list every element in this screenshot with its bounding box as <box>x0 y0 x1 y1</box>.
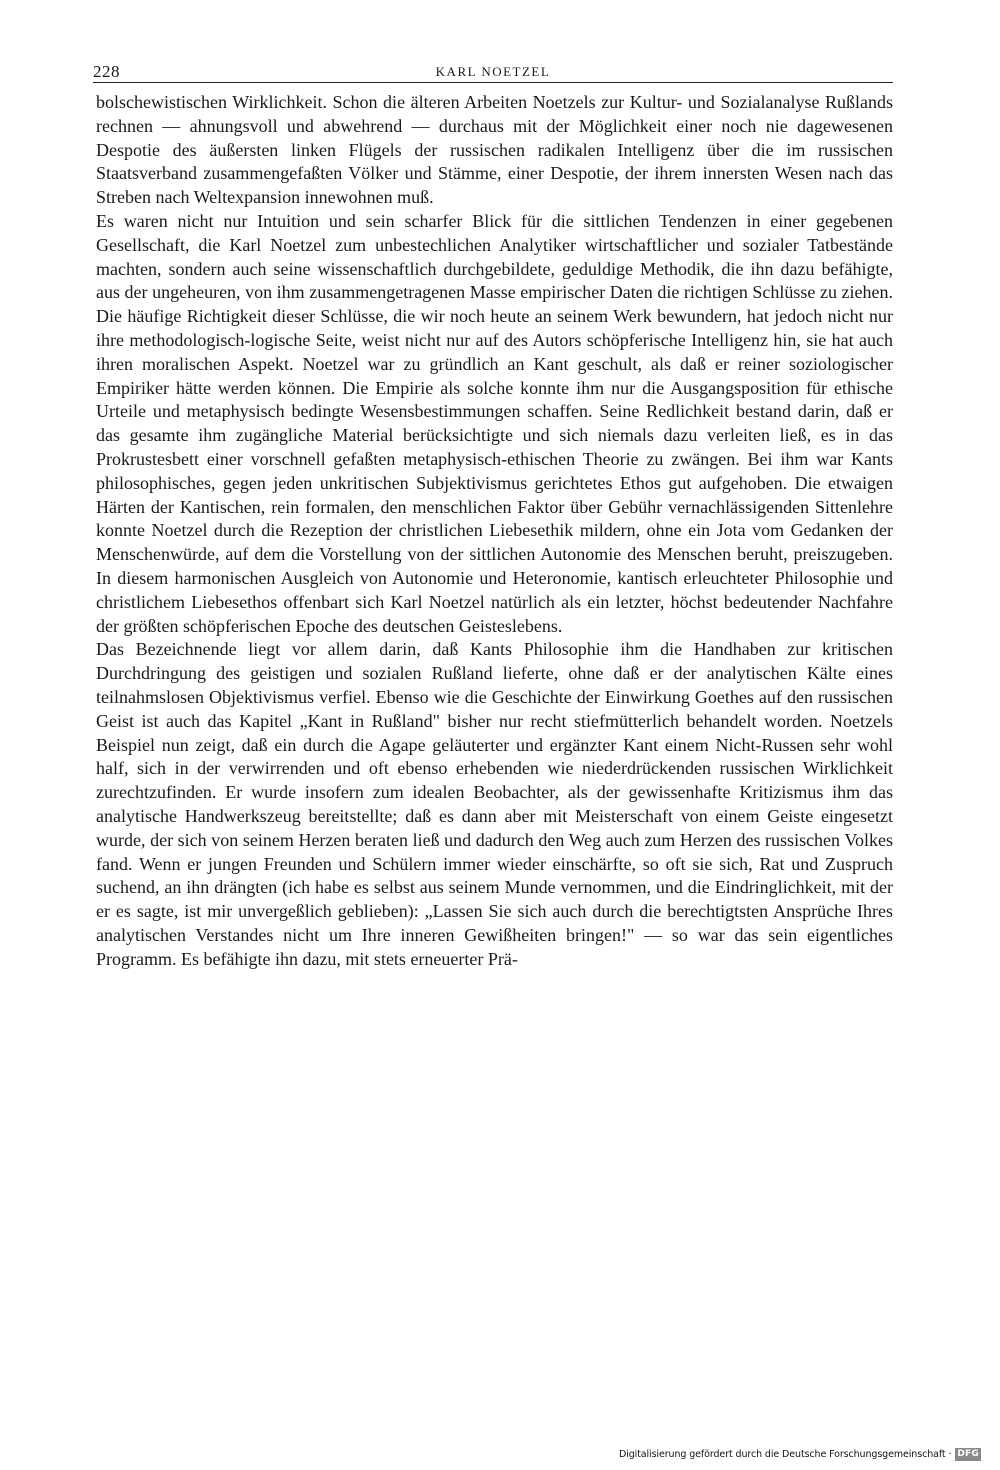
digitization-credit <box>619 1448 981 1461</box>
page-header <box>93 62 893 82</box>
paragraph-1: bolschewistischen Wirklichkeit. Schon die älteren Arbeiten Noetzels zur Kultur- und Sozialanalyse Rußlands rechnen — ahnungsvoll und abwehrend — durchaus mit der Möglichkeit einer noch nie dagewesenen Despotie des äußersten linken Flügels der russischen radikalen Intelligenz über die im russischen Staatsverband zusammengefaßten Völker und Stämme, einer Despotie, der ihrem innersten Wesen nach das Streben nach Weltexpansion innewohnen muß. <box>96 92 893 208</box>
page-number: 228 <box>93 62 120 81</box>
dfg-logo: DFG <box>957 1449 979 1459</box>
digitization-credit-text: Digitalisierung gefördert durch die Deutsche Forschungsgemeinschaft · <box>618 1449 952 1460</box>
paragraph-2: Es waren nicht nur Intuition und sein scharfer Blick für die sittlichen Tendenzen in einer gegebenen Gesellschaft, die Karl Noetzel zum unbestechlichen Analytiker wirtschaftlicher und sozialer Tatbestände machten, sondern auch seine wissenschaftlich durchgebildete, geduldige Methodik, die ihn dazu befähigte, aus der ungeheuren, von ihm zusammengetragenen Masse empirischer Daten die richtigen Schlüsse zu ziehen. Die häufige Richtigkeit dieser Schlüsse, die wir noch heute an seinem Werk bewundern, hat jedoch nicht nur ihre methodologisch-logische Seite, weist nicht nur auf des Autors schöpferische Intelligenz hin, sie hat auch ihren moralischen Aspekt. Noetzel war zu gründlich an Kant geschult, als daß er reiner soziologischer Empiriker hätte werden können. Die Empirie als solche konnte ihm nur die Ausgangsposition für ethische Urteile und metaphysisch bedingte Wesensbestimmungen schaffen. Seine Redlichkeit bestand darin, daß er das gesamte ihm zugängliche Material berücksichtigte und sich niemals dazu verleiten ließ, es in das Prokrustesbett einer vorschnell gefaßten metaphysisch-ethischen Theorie zu zwängen. Bei ihm war Kants philosophisches, gegen jeden unkritischen Subjektivismus gerichtetes Ethos gut aufgehoben. Die etwaigen Härten der Kantischen, rein formalen, den menschlichen Faktor über Gebühr vernachlässigenden Sittenlehre konnte Noetzel durch die Rezeption der christlichen Liebesethik mildern, ohne ein Jota vom Gedanken der Menschenwürde, auf dem die Vorstellung von der sittlichen Autonomie des Menschen beruht, preiszugeben. In diesem harmonischen Ausgleich von Autonomie und Heteronomie, kantisch erleuchteter Philosophie und christlichem Liebesethos offenbart sich Karl Noetzel natürlich als ein letzter, höchst bedeutender Nachfahre der größten schöpferischen Epoche des deutschen Geisteslebens. <box>96 210 893 636</box>
running-head: KARL NOETZEL <box>435 64 551 79</box>
paragraph-3: Das Bezeichnende liegt vor allem darin, daß Kants Philosophie ihm die Handhaben zur kritischen Durchdringung des geistigen und sozialen Rußland lieferte, ohne daß er der analytischen Kälte eines teilnahmslosen Objektivismus verfiel. Ebenso wie die Geschichte der Einwirkung Goethes auf den russischen Geist ist auch das Kapitel „Kant in Rußland" bisher nur recht stiefmütterlich behandelt worden. Noetzels Beispiel nun zeigt, daß ein durch die Agape geläuterter und ergänzter Kant einem Nicht-Russen sehr wohl half, sich in der verwirrenden und oft ebenso erhebenden wie niederdrückenden russischen Wirklichkeit zurechtzufinden. Er wurde insofern zum idealen Beobachter, als der gewissenhafte Kritizismus ihm das analytische Handwerkszeug bereitstellte; daß es dann aber mit Meisterschaft von einem Geiste eingesetzt wurde, der sich von seinem Herzen beraten ließ und dadurch den Weg auch zum Herzen des russischen Volkes fand. Wenn er jungen Freunden und Schülern immer wieder einschärfte, so oft sie sich, Rat und Zuspruch suchend, an ihn drängten (ich habe es selbst aus seinem Munde vernommen, und die Eindringlichkeit, mit der er es sagte, ist mir unvergeßlich geblieben): „Lassen Sie sich auch durch die berechtigtsten Ansprüche Ihres analytischen Verstandes nicht um Ihre inneren Gewißheiten bringen!" — so war das sein eigentliches Programm. Es befähigte ihn dazu, mit stets erneuerter Prä- <box>96 639 893 969</box>
body-text <box>96 91 893 971</box>
header-rule <box>93 82 893 83</box>
